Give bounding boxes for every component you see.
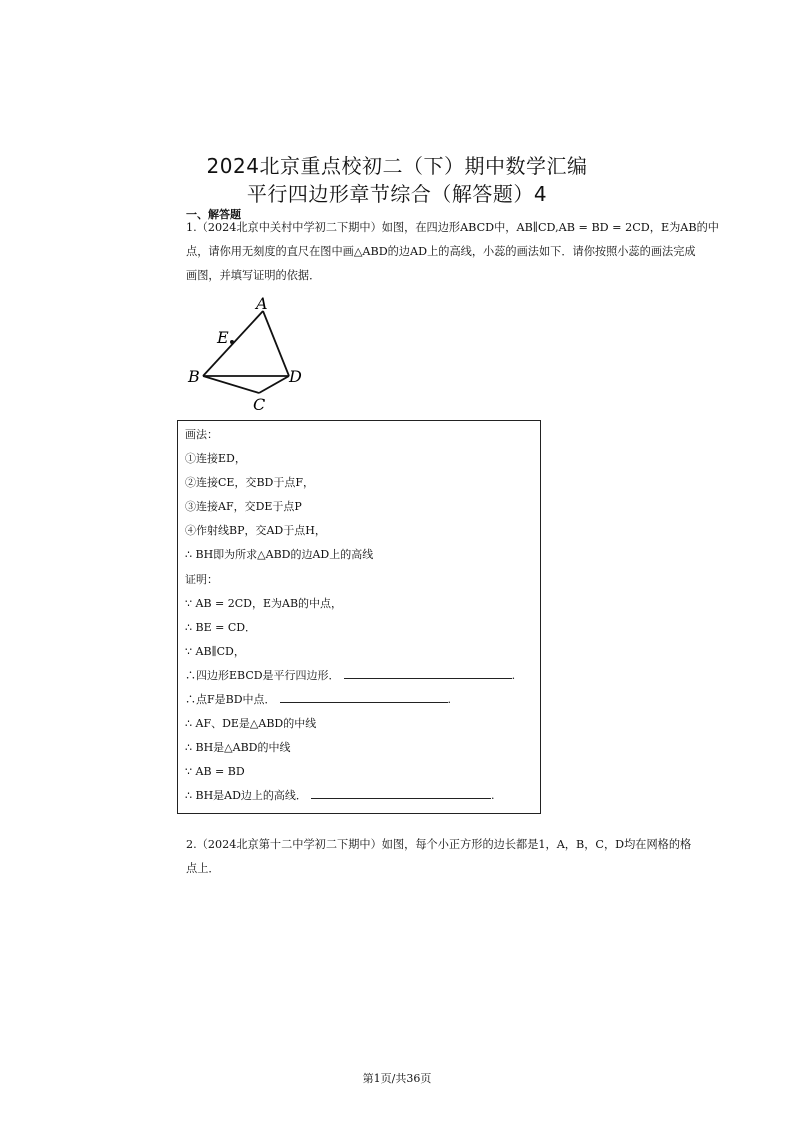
proof-line-text: ∴点F是BD中点．: [185, 693, 276, 707]
question-2-text: [186, 833, 756, 881]
proof-line-with-blank: [185, 664, 515, 688]
label-a: A: [256, 296, 268, 313]
quadrilateral-diagram: [186, 296, 316, 416]
method-line: ①连接ED，: [185, 452, 246, 466]
method-line: ③连接AF，交DE于点P: [185, 500, 302, 514]
proof-line-with-blank: [185, 688, 515, 712]
proof-line: ∴ BE = CD．: [185, 620, 257, 634]
section-heading: 一、解答题: [186, 208, 241, 221]
document-title-line2: 平行四边形章节综合（解答题）4: [246, 182, 548, 206]
proof-line: ∴ BH是△ABD的中线: [185, 741, 291, 755]
document-title-line1: 2024北京重点校初二（下）期中数学汇编: [206, 154, 588, 178]
label-e: E: [217, 328, 229, 347]
question-1-line: 点，请你用无刻度的直尺在图中画△ABD的边AD上的高线，小蕊的画法如下．请你按照小蕊的画法完成: [186, 245, 696, 258]
blank-end-mark: .: [447, 693, 452, 707]
question-2-line: 2.（2024北京第十二中学初二下期中）如图，每个小正方形的边长都是1，A，B，C，D均在网格的格: [186, 838, 692, 851]
proof-line-with-blank: [185, 784, 515, 808]
blank-end-mark: .: [511, 668, 516, 682]
page-footer: 第1页/共36页: [362, 1072, 432, 1085]
proof-line-text: ∴四边形EBCD是平行四边形．: [185, 668, 340, 682]
label-c: C: [253, 395, 266, 414]
proof-line: ∵ AB∥CD，: [185, 644, 245, 658]
answer-blank-3[interactable]: [311, 786, 491, 799]
proof-line: ∵ AB = BD: [185, 765, 245, 779]
segment-bc: [203, 376, 259, 393]
question-2-line: 点上．: [186, 862, 220, 875]
blank-end-mark: .: [490, 789, 495, 803]
method-line: 画法：: [185, 428, 218, 441]
proof-line: 证明：: [185, 572, 218, 586]
question-1-line: 画图，并填写证明的依据．: [186, 269, 321, 282]
segment-cd: [259, 376, 289, 393]
question-1-line: 1.（2024北京中关村中学初二下期中）如图，在四边形ABCD中，AB∥CD,AB = BD = 2CD，E为AB的中: [186, 221, 719, 234]
method-line: ②连接CE，交BD于点F，: [185, 476, 314, 490]
proof-line: ∴ AF、DE是△ABD的中线: [185, 717, 317, 731]
method-and-proof-box: [177, 420, 541, 814]
label-b: B: [188, 367, 200, 386]
method-line: ∴ BH即为所求△ABD的边AD上的高线: [185, 548, 374, 562]
label-d: D: [289, 367, 302, 386]
point-e-dot: [230, 340, 234, 344]
question-1-text: [186, 216, 756, 288]
proof-line: ∵ AB = 2CD，E为AB的中点，: [185, 596, 343, 610]
method-line: ④作射线BP，交AD于点H，: [185, 524, 326, 538]
segment-ad: [263, 311, 289, 376]
proof-line-text: ∴ BH是AD边上的高线．: [185, 789, 307, 803]
answer-blank-1[interactable]: [344, 666, 512, 679]
quadrilateral-figure: [186, 296, 316, 420]
answer-blank-2[interactable]: [280, 690, 448, 703]
